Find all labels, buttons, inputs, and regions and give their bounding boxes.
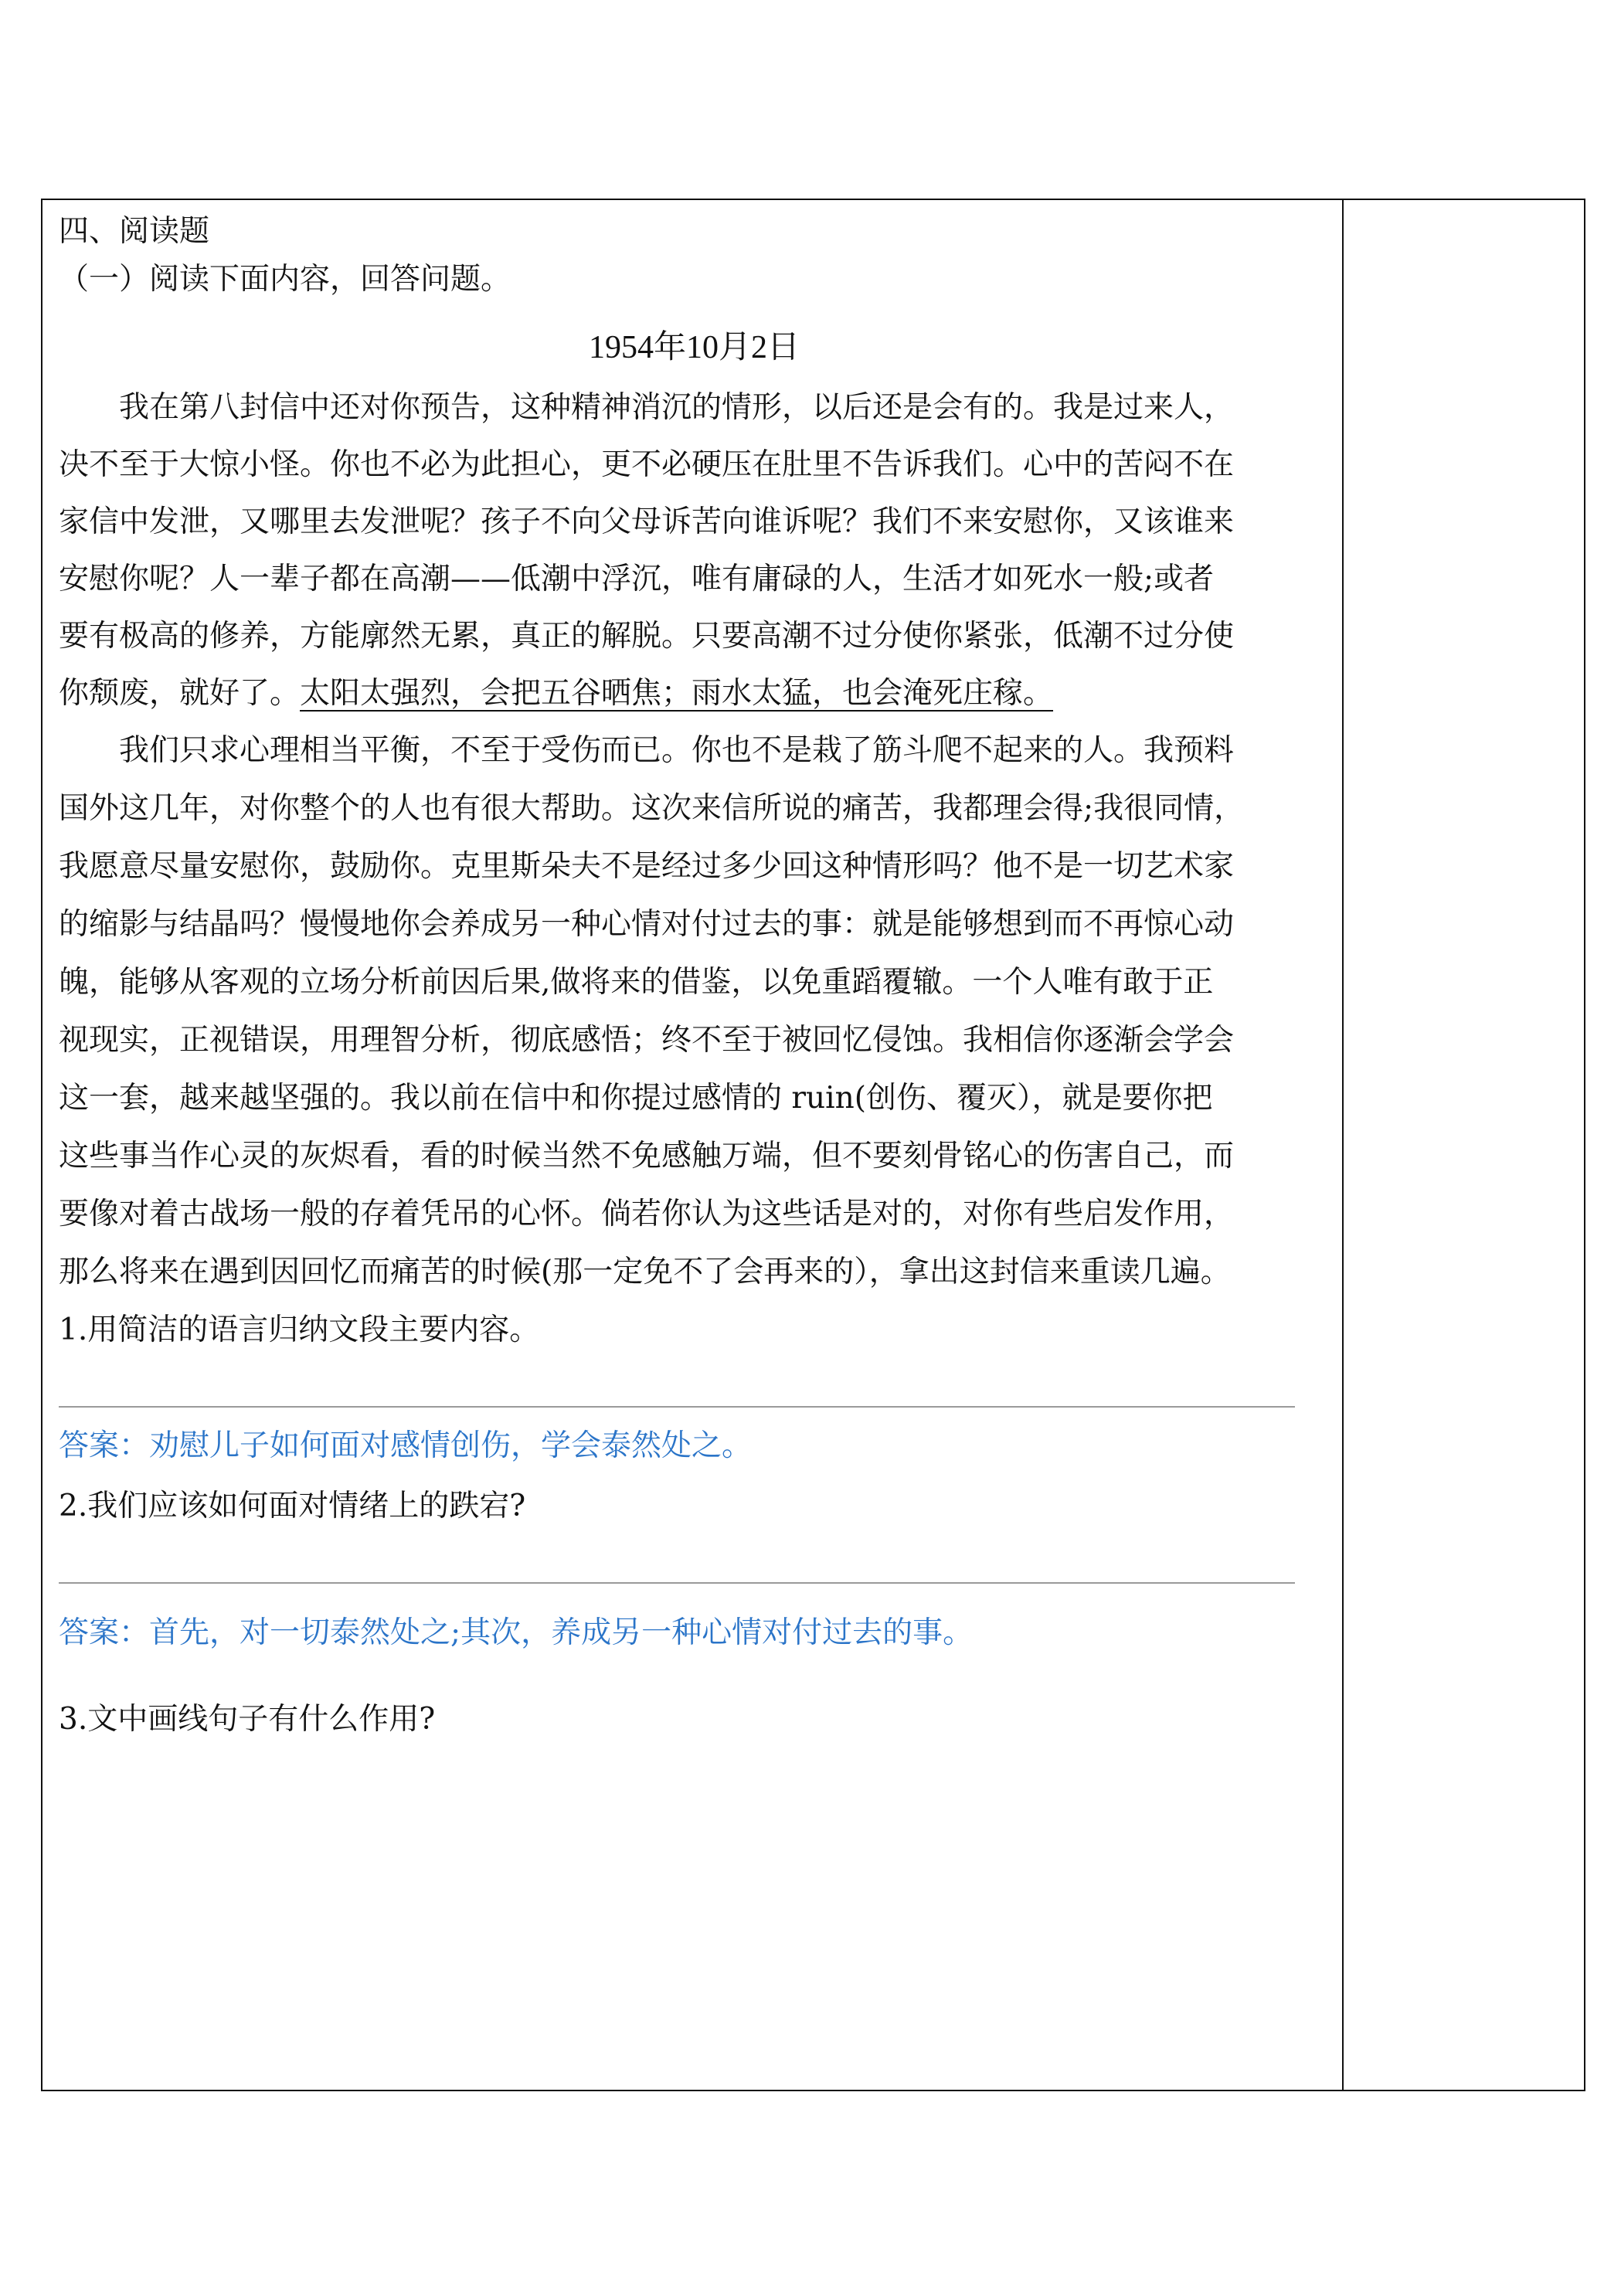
instruction: （一）阅读下面内容，回答问题。 [59, 262, 511, 297]
paragraph-line: 那么将来在遇到因回忆而痛苦的时候(那一定免不了会再来的），拿出这封信来重读几遍。 [59, 1255, 1231, 1289]
paragraph-line: 的缩影与结晶吗？慢慢地你会养成另一种心情对付过去的事：就是能够想到而不再惊心动 [59, 907, 1235, 942]
paragraph-2 [59, 728, 1330, 1296]
question-text: 2.我们应该如何面对情绪上的跌宕? [59, 1489, 526, 1523]
paragraph-line: 我愿意尽量安慰你，鼓励你。克里斯朵夫不是经过多少回这种情形吗？他不是一切艺术家 [59, 849, 1235, 884]
paragraph-line: 家信中发泄，又哪里去发泄呢？孩子不向父母诉苦向谁诉呢？我们不来安慰你，又该谁来 [59, 504, 1235, 539]
answer-text: 答案：劝慰儿子如何面对感情创伤，学会泰然处之。 [59, 1428, 753, 1463]
column-divider [1342, 199, 1344, 2091]
answer-blank-line [59, 1406, 1295, 1408]
content-cell [59, 209, 1330, 1743]
paragraph-line: 国外这几年，对你整个的人也有很大帮助。这次来信所说的痛苦，我都理会得;我很同情， [59, 791, 1245, 826]
paragraph-line-last [59, 671, 1330, 717]
paragraph-line: 要像对着古战场一般的存着凭吊的心怀。倘若你认为这些话是对的，对你有些启发作用， [59, 1197, 1235, 1231]
paragraph-line: 魄，能够从客观的立场分析前因后果,做将来的借鉴，以免重蹈覆辙。一个人唯有敢于正 [59, 965, 1214, 1000]
underlined-sentence: 太阳太强烈，会把五谷晒焦；雨水太猛，也会淹死庄稼。 [300, 676, 1054, 711]
answer-text: 答案：首先，对一切泰然处之;其次，养成另一种心情对付过去的事。 [59, 1615, 974, 1650]
question-text: 3.文中画线句子有什么作用? [59, 1702, 436, 1737]
paragraph-text: 你颓废，就好了。 [59, 676, 301, 711]
paragraph-1 [59, 385, 1330, 717]
paragraph-line: 我在第八封信中还对你预告，这种精神消沉的情形，以后还是会有的。我是过来人， [59, 390, 1235, 425]
paragraph-line: 我们只求心理相当平衡，不至于受伤而已。你也不是栽了筋斗爬不起来的人。我预料 [59, 733, 1235, 768]
paragraph-line: 这些事当作心灵的灰烬看，看的时候当然不免感触万端，但不要刻骨铭心的伤害自己，而 [59, 1139, 1235, 1173]
question-text: 1.用简洁的语言归纳文段主要内容。 [59, 1313, 540, 1347]
question-1 [59, 1307, 1330, 1469]
paragraph-line: 安慰你呢？人一辈子都在高潮——低潮中浮沉，唯有庸碌的人，生活才如死水一般;或者 [59, 562, 1215, 596]
question-2 [59, 1483, 1330, 1656]
paragraph-line: 要有极高的修养，方能廓然无累，真正的解脱。只要高潮不过分使你紧张，低潮不过分使 [59, 619, 1235, 654]
answer-blank-line [59, 1582, 1295, 1584]
section-heading: 四、阅读题 [59, 214, 210, 249]
letter-title: 1954年10月2日 [588, 330, 800, 365]
paragraph-line: 视现实，正视错误，用理智分析，彻底感悟；终不至于被回忆侵蚀。我相信你逐渐会学会 [59, 1023, 1235, 1058]
question-3 [59, 1697, 1330, 1743]
paragraph-line: 决不至于大惊小怪。你也不必为此担心，更不必硬压在肚里不告诉我们。心中的苦闷不在 [59, 447, 1235, 482]
paragraph-line: 这一套，越来越坚强的。我以前在信中和你提过感情的 ruin(创伤、覆灭），就是要你把 [59, 1081, 1213, 1116]
